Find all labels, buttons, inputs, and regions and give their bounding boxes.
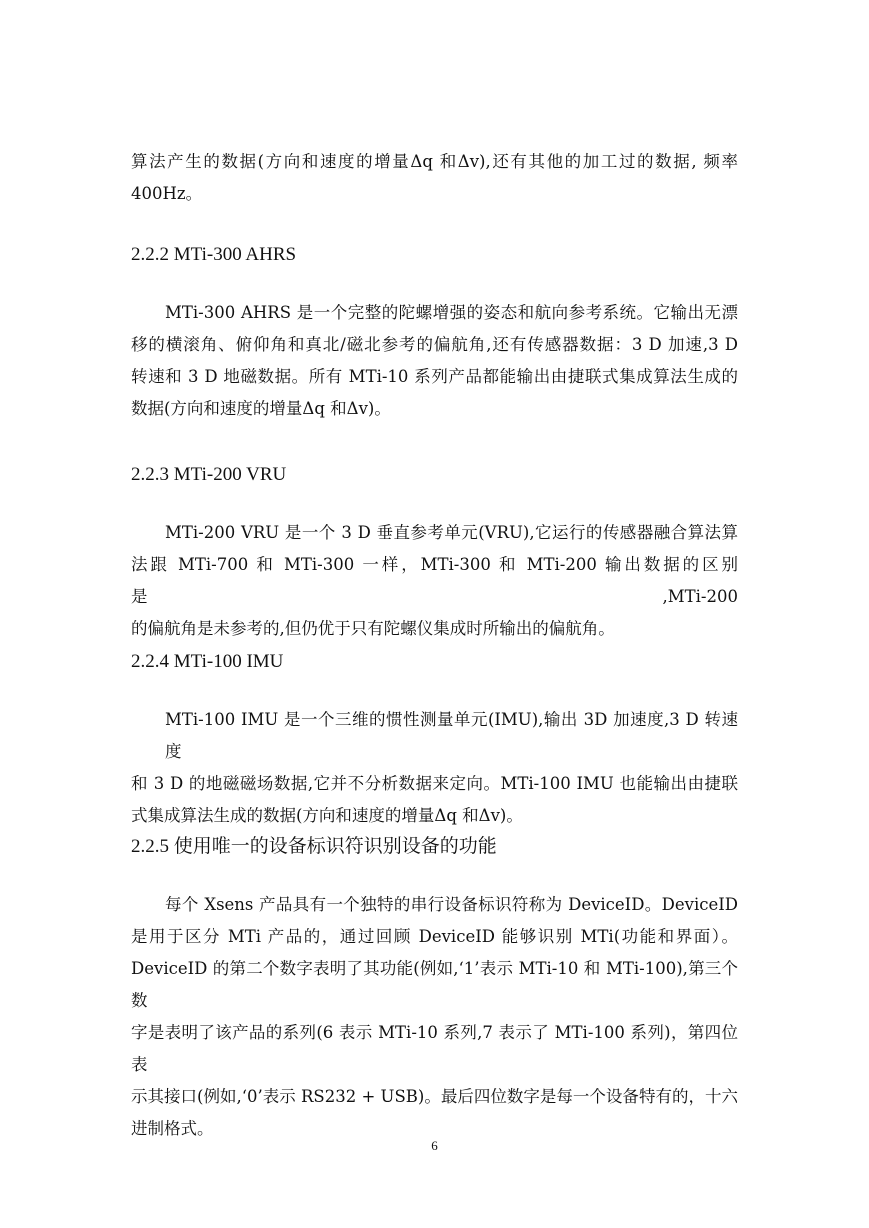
section-paragraph-2-2-3 (131, 517, 738, 645)
paragraph-line: 移的横滚角、俯仰角和真北/磁北参考的偏航角,还有传感器数据：3 D 加速,3 D (131, 335, 738, 354)
section-paragraph-2-2-2 (131, 297, 738, 425)
intro-line-1: 算法产生的数据(方向和速度的增量Δq 和Δv),还有其他的加工过的数据, 频率 (131, 152, 738, 171)
paragraph-line: 进制格式。 (131, 1119, 214, 1138)
section-heading-2-2-5: 2.2.5 使用唯一的设备标识符识别设备的功能 (131, 836, 497, 857)
paragraph-line: 法跟 MTi-700 和 MTi-300 一样，MTi-300 和 MTi-200 输出数据的区别是,MTi-200 (131, 555, 738, 606)
section-paragraph-2-2-5 (131, 889, 738, 1145)
paragraph-line: MTi-200 VRU 是一个 3 D 垂直参考单元(VRU),它运行的传感器融合算法算 (165, 523, 738, 542)
section-heading-2-2-2: 2.2.2 MTi-300 AHRS (131, 244, 297, 265)
intro-line-2: 400Hz。 (131, 184, 203, 203)
paragraph-line: MTi-100 IMU 是一个三维的惯性测量单元(IMU),输出 3D 加速度,3 D 转速度 (165, 710, 738, 761)
paragraph-line: 示其接口(例如,‘0’表示 RS232 + USB)。最后四位数字是每一个设备特有的，十六 (131, 1087, 738, 1106)
paragraph-line: 和 3 D 的地磁磁场数据,它并不分析数据来定向。MTi-100 IMU 也能输出由捷联 (131, 774, 738, 793)
paragraph-line: 转速和 3 D 地磁数据。所有 MTi-10 系列产品都能输出由捷联式集成算法生成的 (131, 367, 738, 386)
paragraph-line: 式集成算法生成的数据(方向和速度的增量Δq 和Δv)。 (131, 806, 523, 825)
section-heading-2-2-3: 2.2.3 MTi-200 VRU (131, 464, 287, 485)
section-paragraph-2-2-4 (131, 704, 738, 832)
section-heading-2-2-4: 2.2.4 MTi-100 IMU (131, 651, 284, 672)
paragraph-line: MTi-300 AHRS 是一个完整的陀螺增强的姿态和航向参考系统。它输出无漂 (165, 303, 738, 322)
paragraph-line: DeviceID 的第二个数字表明了其功能(例如,‘1’表示 MTi-10 和 MTi-100),第三个数 (131, 959, 738, 1010)
paragraph-line: 数据(方向和速度的增量Δq 和Δv)。 (131, 399, 391, 418)
paragraph-line: 是用于区分 MTi 产品的，通过回顾 DeviceID 能够识别 MTi(功能和界面）。 (131, 927, 738, 946)
intro-paragraph (131, 146, 738, 210)
paragraph-line: 的偏航角是未参考的,但仍优于只有陀螺仪集成时所输出的偏航角。 (131, 619, 615, 638)
paragraph-line: 每个 Xsens 产品具有一个独特的串行设备标识符称为 DeviceID。DeviceID (165, 895, 738, 914)
page-number: 6 (431, 1138, 438, 1153)
paragraph-line: 字是表明了该产品的系列(6 表示 MTi-10 系列,7 表示了 MTi-100 系列)，第四位表 (131, 1023, 738, 1074)
